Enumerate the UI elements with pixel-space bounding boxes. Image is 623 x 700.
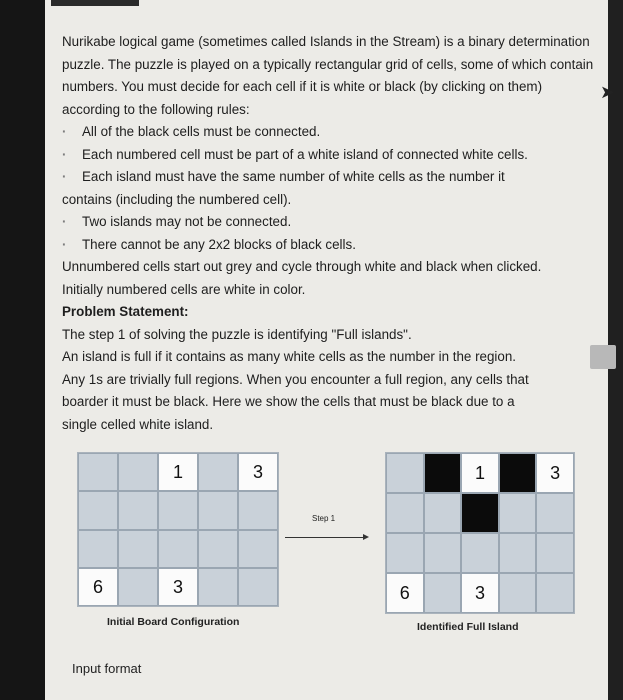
full-island-cell-number: 3 <box>474 583 485 603</box>
initial-board-cell-number: 3 <box>172 576 183 597</box>
initial-board-cell[interactable] <box>158 491 198 529</box>
full-island-cell[interactable] <box>461 533 499 573</box>
initial-board-grid <box>77 452 279 607</box>
rule-item: · Each island must have the same number of white cells as the number it <box>62 166 596 189</box>
initial-board-cell[interactable] <box>198 530 238 568</box>
intro-paragraph: Nurikabe logical game (sometimes called Islands in the Stream) is a binary determination puzzle. The puzzle is played on a typically rectangular grid of cells, some of which contain numbers. You must decide for each cell if it is white or black (by clicking on them) according to the following rules: <box>62 34 594 117</box>
step1-line: The step 1 of solving the puzzle is identifying "Full islands". <box>62 326 412 342</box>
full-island-caption: Identified Full Island <box>417 621 519 633</box>
full-island-cell[interactable] <box>499 453 537 493</box>
document-page <box>45 0 616 700</box>
full-island-line: boarder it must be black. Here we show the cells that must be black due to a <box>62 394 515 409</box>
full-island-cell[interactable] <box>499 493 537 533</box>
rule-continuation: contains (including the numbered cell). <box>62 191 292 207</box>
full-island-cell[interactable] <box>461 493 499 533</box>
full-island-cell[interactable] <box>424 533 462 573</box>
initial-board-cell[interactable] <box>118 453 158 491</box>
initial-board-cell[interactable] <box>198 568 238 606</box>
rule-item: · All of the black cells must be connected. <box>62 121 596 144</box>
rule-item: · Each numbered cell must be part of a white island of connected white cells. <box>62 144 596 167</box>
initial-board-cell[interactable] <box>238 491 278 529</box>
initial-board-cell[interactable] <box>198 491 238 529</box>
top-tab-strip <box>51 0 139 6</box>
full-island-cell[interactable] <box>536 533 574 573</box>
initial-board-cell[interactable] <box>238 530 278 568</box>
full-island-cell[interactable] <box>499 573 537 613</box>
step-arrow-line <box>285 537 367 538</box>
initial-board-cell[interactable] <box>78 453 118 491</box>
problem-text <box>62 31 596 436</box>
full-island-line: Any 1s are trivially full regions. When you encounter a full region, any cells that <box>62 371 529 387</box>
step-arrow-head-icon <box>363 534 369 540</box>
initial-board-cell[interactable] <box>238 568 278 606</box>
initial-board-cell[interactable] <box>158 530 198 568</box>
rule-item: · There cannot be any 2x2 blocks of black cells. <box>62 234 596 257</box>
initial-board-cell[interactable] <box>118 530 158 568</box>
initial-board-cell[interactable] <box>118 491 158 529</box>
full-island-line: single celled white island. <box>62 416 214 432</box>
initial-board-caption: Initial Board Configuration <box>107 616 240 628</box>
full-island-cell-number: 6 <box>399 583 410 603</box>
initially-line: Initially numbered cells are white in color. <box>62 281 306 297</box>
left-bezel <box>0 0 45 700</box>
full-island-cell[interactable] <box>536 493 574 533</box>
full-island-cell[interactable] <box>424 573 462 613</box>
full-island-grid <box>385 452 575 614</box>
step-label: Step 1 <box>312 514 336 523</box>
full-island-cell[interactable] <box>386 533 424 573</box>
full-island-cell[interactable] <box>386 493 424 533</box>
full-island-cell-number: 3 <box>550 463 561 483</box>
initial-board-cell[interactable] <box>78 530 118 568</box>
full-island-cell-number: 1 <box>474 463 485 483</box>
rule-item: · Two islands may not be connected. <box>62 211 596 234</box>
initial-board-cell-number: 1 <box>172 462 183 483</box>
full-island-line: An island is full if it contains as many white cells as the number in the region. <box>62 349 517 364</box>
full-island-cell[interactable] <box>499 533 537 573</box>
initial-board-cell[interactable] <box>118 568 158 606</box>
full-island-cell[interactable] <box>536 573 574 613</box>
problem-heading: Problem Statement: <box>62 304 189 319</box>
full-island-cell[interactable] <box>386 453 424 493</box>
initial-board-cell-number: 3 <box>252 462 263 483</box>
initial-board-cell[interactable] <box>198 453 238 491</box>
initial-board-cell-number: 6 <box>92 576 103 597</box>
input-format-heading: Input format <box>72 661 142 676</box>
mouse-pointer-icon: ➤ <box>600 82 616 102</box>
initial-board-cell[interactable] <box>78 491 118 529</box>
full-island-cell[interactable] <box>424 493 462 533</box>
full-island-cell[interactable] <box>424 453 462 493</box>
unnumbered-line: Unnumbered cells start out grey and cycle through white and black when clicked. <box>62 259 542 274</box>
